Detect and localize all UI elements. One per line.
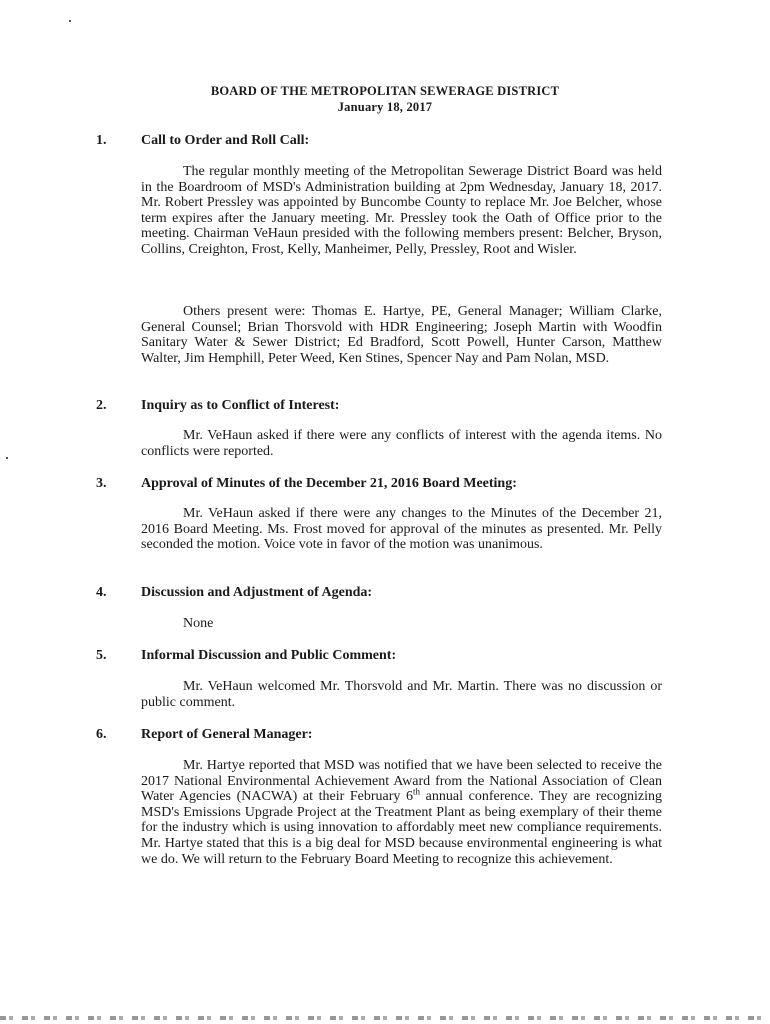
ordinal-number: 6	[406, 789, 414, 805]
scan-speck	[69, 20, 71, 22]
section-paragraph: Others present were: Thomas E. Hartye, PE, General Manager; William Clarke, General Counsel; Brian Thorsvold with HDR Engineering; Joseph Martin with Woodfin Sanitary Water & Sewer District; Ed Bradford, Scott Powell, Hunter Carson, Matthew Walter, Jim Hemphill, Peter Weed, Ken Stines, Spencer Nay and Pam Nolan, MSD.	[141, 304, 662, 366]
section-paragraph: Mr. VeHaun asked if there were any conflicts of interest with the agenda items. No conflicts were reported.	[141, 428, 662, 459]
section-title: Informal Discussion and Public Comment:	[141, 648, 397, 663]
document-date: January 18, 2017	[337, 100, 433, 114]
scan-noise-line	[0, 1016, 770, 1020]
section-number: 2.	[96, 398, 107, 413]
section-title: Discussion and Adjustment of Agenda:	[141, 585, 373, 600]
scan-speck	[6, 457, 8, 459]
section-number: 6.	[96, 727, 107, 742]
section-title: Approval of Minutes of the December 21, 2016 Board Meeting:	[141, 476, 517, 491]
section-title: Call to Order and Roll Call:	[141, 133, 310, 148]
section-paragraph: Mr. VeHaun welcomed Mr. Thorsvold and Mr. Martin. There was no discussion or public comment.	[141, 679, 662, 710]
section-number: 5.	[96, 648, 107, 663]
section-paragraph: None	[183, 616, 214, 631]
section-paragraph: Mr. VeHaun asked if there were any changes to the Minutes of the December 21, 2016 Board Meeting. Ms. Frost moved for approval of the minutes as presented. Mr. Pelly seconded the motion. Voice vote in favor of the motion was unanimous.	[141, 506, 662, 553]
ordinal-suffix: th	[413, 786, 421, 797]
section-title: Inquiry as to Conflict of Interest:	[141, 398, 340, 413]
section-number: 4.	[96, 585, 107, 600]
paragraph-text: Mr. Hartye reported that MSD was notified that we have been selected to receive the 2017 National Environmental Achievement Award from the National Association of Clean Water Agencies (NACWA) at their February	[141, 758, 662, 805]
section-number: 1.	[96, 133, 107, 148]
section-paragraph: The regular monthly meeting of the Metropolitan Sewerage District Board was held in the Boardroom of MSD's Administration building at 2pm Wednesday, January 18, 2017. Mr. Robert Pressley was appointed by Buncombe County to replace Mr. Joe Belcher, whose term expires after the January meeting. Mr. Pressley took the Oath of Office prior to the meeting. Chairman VeHaun presided with the following members present: Belcher, Bryson, Collins, Creighton, Frost, Kelly, Manheimer, Pelly, Pressley, Root and Wisler.	[141, 164, 662, 257]
document-title: BOARD OF THE METROPOLITAN SEWERAGE DISTRICT	[210, 84, 560, 98]
section-title: Report of General Manager:	[141, 727, 313, 742]
paragraph-text: annual conference. They are recognizing MSD's Emissions Upgrade Project at the Treatment Plant as being exemplary of their theme for the industry which is using innovation to affordably meet new compliance requirements. Mr. Hartye stated that this is a big deal for MSD because environmental engineering is what we do. We will return to the February Board Meeting to recognize this achievement.	[141, 789, 663, 867]
section-paragraph	[141, 758, 662, 867]
section-number: 3.	[96, 476, 107, 491]
